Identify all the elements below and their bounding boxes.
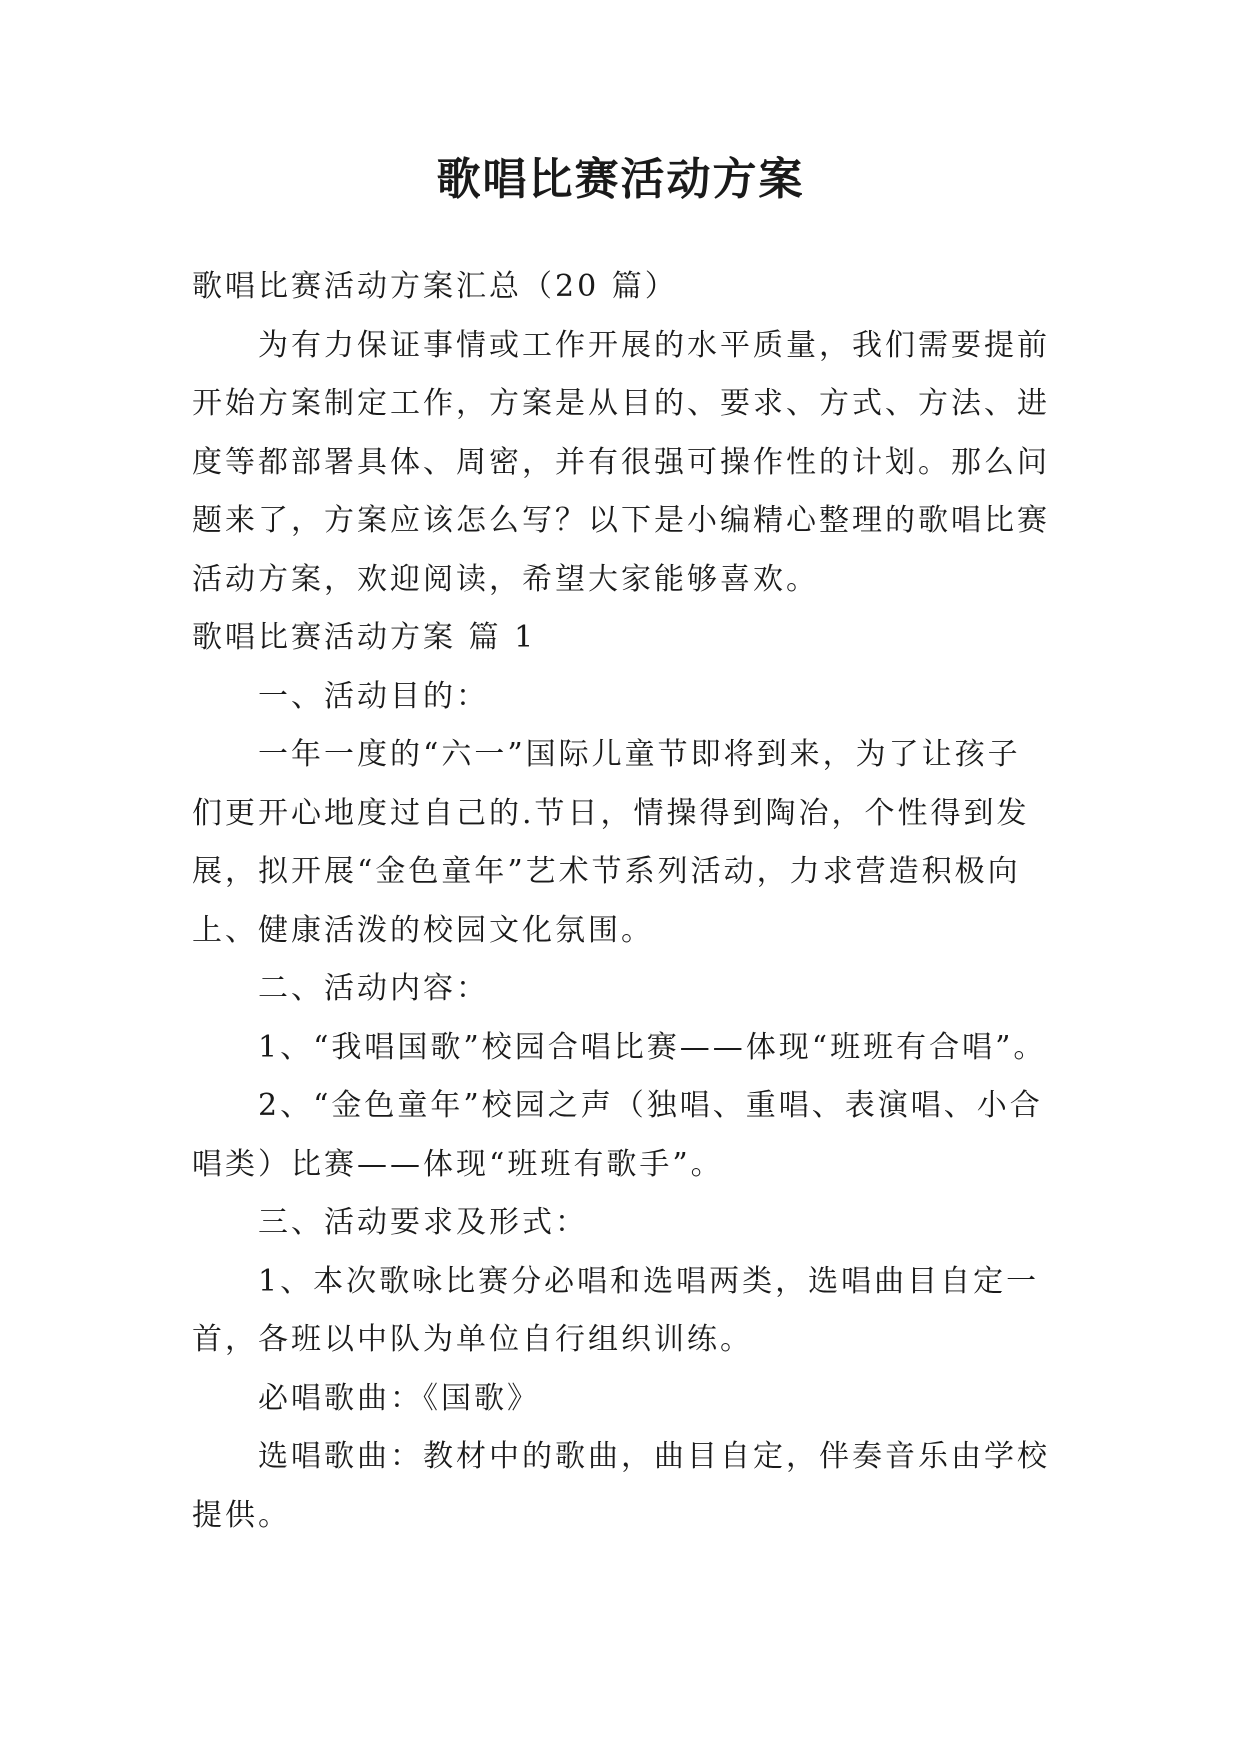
text-line: 题来了，方案应该怎么写？以下是小编精心整理的歌唱比赛 — [192, 503, 1050, 538]
text-line: 度等都部署具体、周密，并有很强可操作性的计划。那么问 — [192, 444, 1050, 480]
text-line: 一、活动目的： — [258, 678, 489, 714]
text-line: 三、活动要求及形式： — [258, 1205, 588, 1240]
text-line: 上、健康活泼的校园文化氛围。 — [192, 912, 654, 948]
document-body — [192, 258, 1052, 1545]
text-line: 二、活动内容： — [258, 971, 489, 1006]
text-line: 唱类）比赛——体现“班班有歌手”。 — [192, 1146, 724, 1182]
text-line: 歌唱比赛活动方案 篇 1 — [192, 620, 537, 655]
text-line: 们更开心地度过自己的.节日，情操得到陶冶，个性得到发 — [192, 795, 1030, 831]
text-line: 歌唱比赛活动方案汇总（20 篇） — [192, 269, 678, 304]
page-title: 歌唱比赛活动方案 — [436, 154, 805, 205]
text-line: 活动方案，欢迎阅读，希望大家能够喜欢。 — [192, 561, 819, 597]
text-line: 展，拟开展“金色童年”艺术节系列活动，力求营造积极向 — [192, 854, 1021, 889]
text-line: 开始方案制定工作，方案是从目的、要求、方式、方法、进 — [192, 386, 1050, 421]
text-line: 1、本次歌咏比赛分必唱和选唱两类，选唱曲目自定一 — [258, 1263, 1040, 1299]
text-line: 首，各班以中队为单位自行组织训练。 — [192, 1322, 753, 1357]
text-line: 提供。 — [192, 1497, 291, 1533]
text-line: 必唱歌曲：《国歌》 — [258, 1380, 540, 1416]
text-line: 2、“金色童年”校园之声（独唱、重唱、表演唱、小合 — [258, 1088, 1043, 1123]
text-line: 选唱歌曲：教材中的歌曲，曲目自定，伴奏音乐由学校 — [258, 1439, 1050, 1474]
text-line: 1、“我唱国歌”校园合唱比赛——体现“班班有合唱”。 — [258, 1029, 1047, 1065]
text-line: 一年一度的“六一”国际儿童节即将到来，为了让孩子 — [258, 737, 1021, 772]
text-line: 为有力保证事情或工作开展的水平质量，我们需要提前 — [258, 327, 1050, 363]
